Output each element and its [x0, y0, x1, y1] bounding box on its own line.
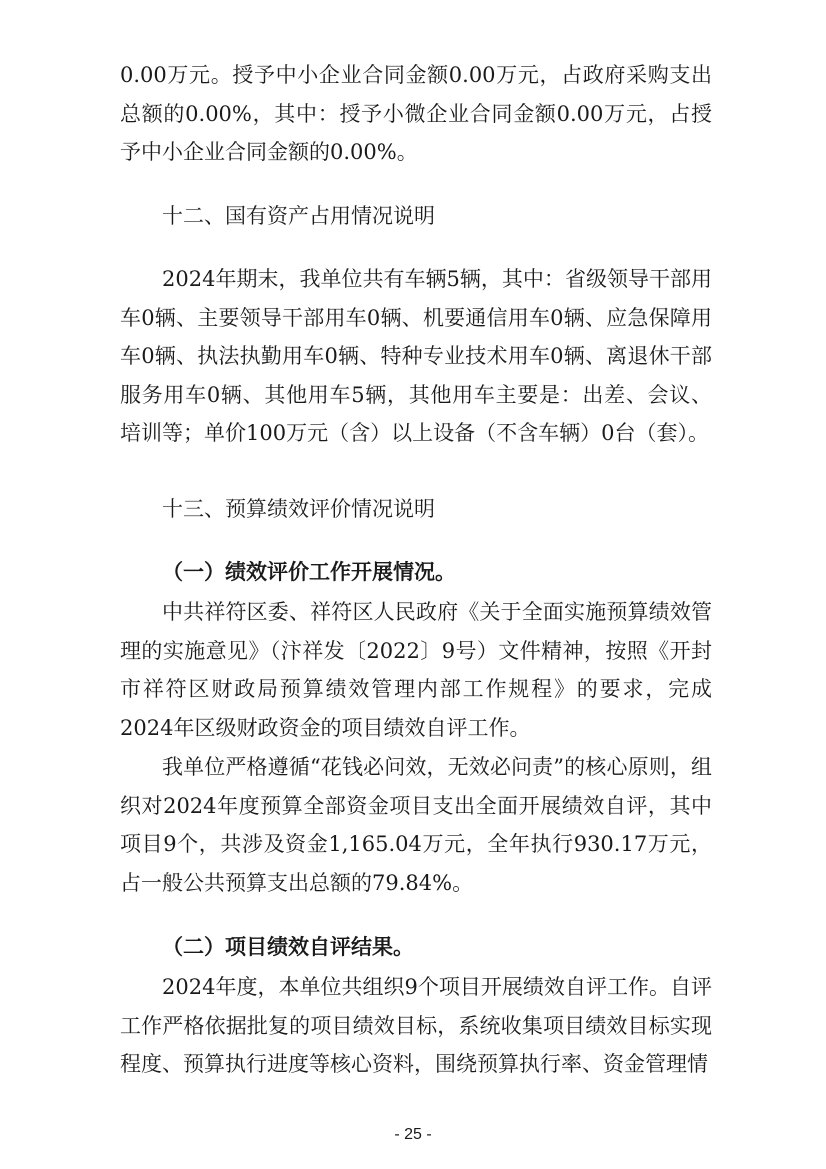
self-evaluation-results-paragraph: 2024年度，本单位共组织9个项目开展绩效自评工作。自评工作严格依据批复的项目绩效目标，系统收集项目绩效目标实现程度、预算执行进度等核心资料，围绕预算执行率、资金管理情 — [120, 975, 712, 1076]
subsection-2-heading: （二）项目绩效自评结果。 — [162, 935, 414, 959]
procurement-paragraph: 0.00万元。授予中小企业合同金额0.00万元，占政府采购支出总额的0.00%，其中：授予小微企业合同金额0.00万元，占授予中小企业合同金额的0.00%。 — [120, 63, 712, 164]
page-number: - 25 - — [394, 1126, 432, 1143]
evaluation-basis-paragraph: 中共祥符区委、祥符区人民政府《关于全面实施预算绩效管理的实施意见》（汴祥发〔2022〕9号）文件精神，按照《开封市祥符区财政局预算绩效管理内部工作规程》的要求，完成2024年区级财政资金的项目绩效自评工作。 — [120, 600, 712, 740]
self-evaluation-scope-paragraph: 我单位严格遵循“花钱必问效，无效必问责”的核心原则，组织对2024年度预算全部资金项目支出全面开展绩效自评，其中项目9个，共涉及资金1,165.04万元，全年执行930.17万元，占一般公共预算支出总额的79.84%。 — [120, 755, 712, 895]
section-13-heading: 十三、预算绩效评价情况说明 — [162, 497, 435, 521]
subsection-1-heading: （一）绩效评价工作开展情况。 — [162, 560, 456, 584]
state-assets-paragraph: 2024年期末，我单位共有车辆5辆，其中：省级领导干部用车0辆、主要领导干部用车0辆、机要通信用车0辆、应急保障用车0辆、执法执勤用车0辆、特种专业技术用车0辆、离退休干部服务用车0辆、其他用车5辆，其他用车主要是：出差、会议、培训等；单价100万元（含）以上设备（不含车辆）0台（套）。 — [120, 267, 712, 445]
section-12-heading: 十二、国有资产占用情况说明 — [162, 204, 435, 228]
